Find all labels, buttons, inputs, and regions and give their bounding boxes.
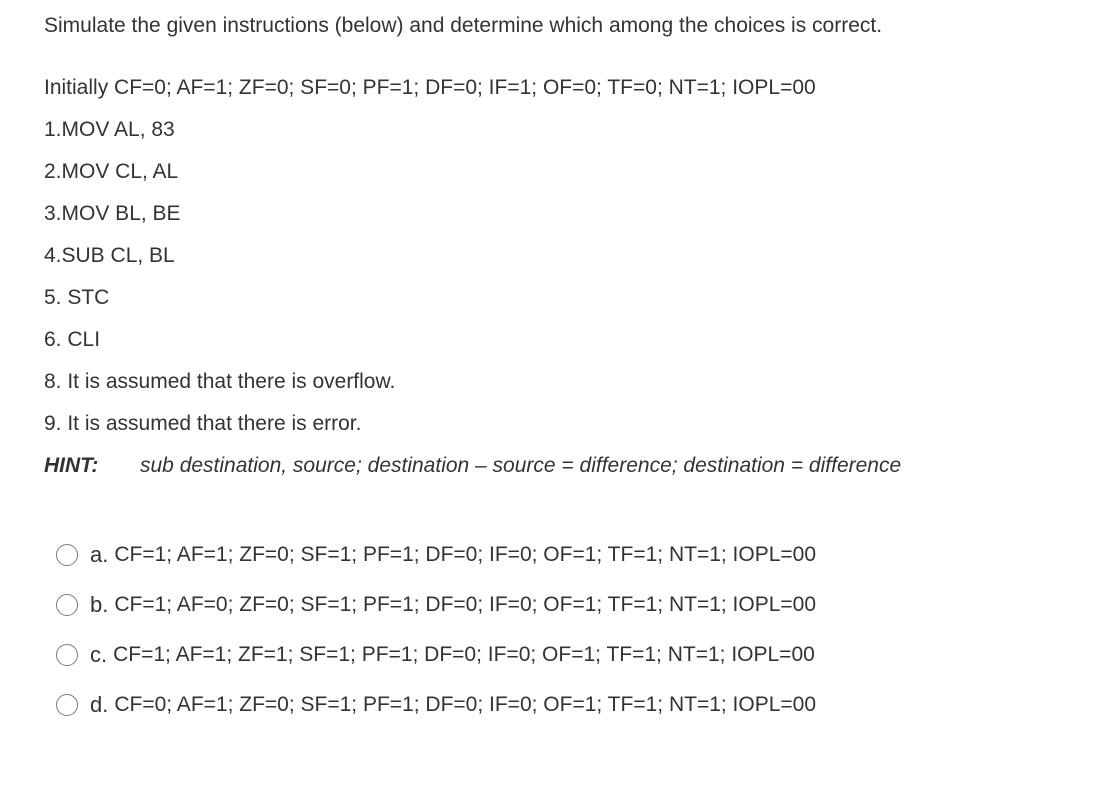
choice-text: CF=0; AF=1; ZF=0; SF=1; PF=1; DF=0; IF=0; OF=1; TF=1; NT=1; IOPL=00 xyxy=(114,693,817,716)
choice-text: CF=1; AF=1; ZF=1; SF=1; PF=1; DF=0; IF=0; OF=1; TF=1; NT=1; IOPL=00 xyxy=(113,643,815,666)
initial-flags: Initially CF=0; AF=1; ZF=0; SF=0; PF=1; DF=0; IF=1; OF=0; TF=0; NT=1; IOPL=00 xyxy=(44,76,816,99)
instruction-line: 4.SUB CL, BL xyxy=(44,244,175,267)
choice-text: CF=1; AF=1; ZF=0; SF=1; PF=1; DF=0; IF=0; OF=1; TF=1; NT=1; IOPL=00 xyxy=(114,543,817,566)
radio-button-a[interactable] xyxy=(56,544,78,566)
instruction-line: 8. It is assumed that there is overflow. xyxy=(44,370,396,393)
hint-label: HINT: xyxy=(44,454,99,477)
hint-text: sub destination, source; destination – source = difference; destination = difference xyxy=(140,454,902,477)
question-text: Simulate the given instructions (below) and determine which among the choices is correct. xyxy=(44,14,883,37)
instruction-line: 3.MOV BL, BE xyxy=(44,202,181,225)
choice-d[interactable] xyxy=(56,672,816,738)
choice-letter: a. xyxy=(90,542,109,567)
choice-letter: d. xyxy=(90,692,109,717)
instruction-list xyxy=(44,74,816,452)
instruction-line: 5. STC xyxy=(44,286,110,309)
hint xyxy=(44,452,901,480)
radio-button-b[interactable] xyxy=(56,594,78,616)
radio-button-d[interactable] xyxy=(56,694,78,716)
choice-text: CF=1; AF=0; ZF=0; SF=1; PF=1; DF=0; IF=0; OF=1; TF=1; NT=1; IOPL=00 xyxy=(114,593,817,616)
instruction-line: 1.MOV AL, 83 xyxy=(44,118,175,141)
instruction-line: 2.MOV CL, AL xyxy=(44,160,179,183)
choice-letter: b. xyxy=(90,592,109,617)
answer-choices xyxy=(56,522,816,738)
instruction-line: 6. CLI xyxy=(44,328,101,351)
radio-button-c[interactable] xyxy=(56,644,78,666)
choice-letter: c. xyxy=(90,642,108,667)
instruction-line: 9. It is assumed that there is error. xyxy=(44,412,362,435)
